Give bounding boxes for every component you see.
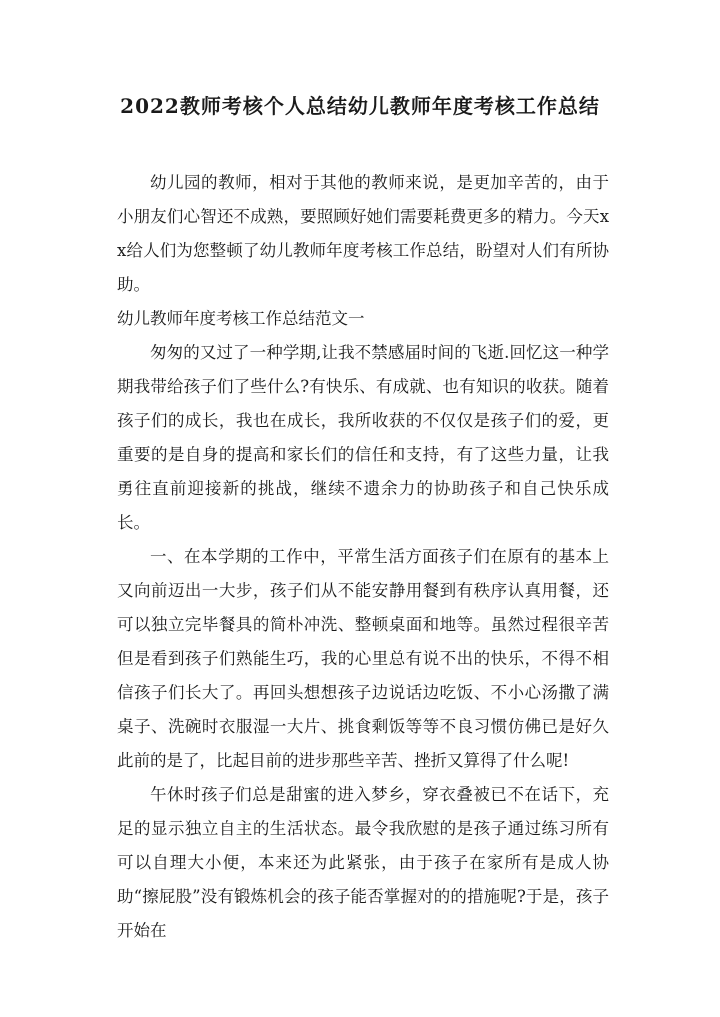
body-paragraph: 一、在本学期的工作中，平常生活方面孩子们在原有的基本上又向前迈出一大步，孩子们从不能安静用餐到有秩序认真用餐，还可以独立完毕餐具的简朴冲洗、整顿桌面和地等。虽然过程很辛苦但是看到孩子们熟能生巧，我的心里总有说不出的快乐，不得不相信孩子们长大了。再回头想想孩子边说话边吃饭、不小心汤撒了满桌子、洗碗时衣服湿一大片、挑食剩饭等等不良习惯仿佛已是好久此前的是了，比起目前的进步那些辛苦、挫折又算得了什么呢! bbox=[117, 547, 609, 770]
body-paragraph: 匆匆的又过了一种学期,让我不禁感届时间的飞逝.回忆这一种学期我带给孩子们了些什么?有快乐、有成就、也有知识的收获。随着孩子们的成长，我也在成长，我所收获的不仅仅是孩子们的爱，更重要的是自身的提高和家长们的信任和支持，有了这些力量，让我勇往直前迎接新的挑战，继续不遗余力的协助孩子和自己快乐成长。 bbox=[117, 343, 609, 532]
intro-paragraph: 幼儿园的教师，相对于其他的教师来说，是更加辛苦的，由于小朋友们心智还不成熟，要照顾好她们需要耗费更多的精力。今天xx给人们为您整顿了幼儿教师年度考核工作总结，盼望对人们有所协助。 bbox=[117, 173, 609, 294]
section-heading: 幼儿教师年度考核工作总结范文一 bbox=[117, 309, 365, 328]
document-body bbox=[117, 166, 609, 948]
document-title: 2022教师考核个人总结幼儿教师年度考核工作总结 bbox=[120, 94, 600, 118]
body-paragraph: 午休时孩子们总是甜蜜的进入梦乡，穿衣叠被已不在话下，充足的显示独立自主的生活状态。最令我欣慰的是孩子通过练习所有可以自理大小便，本来还为此紧张，由于孩子在家所有是成人协助“擦屁股”没有锻炼机会的孩子能否掌握对的的措施呢?于是，孩子开始在 bbox=[117, 785, 609, 940]
